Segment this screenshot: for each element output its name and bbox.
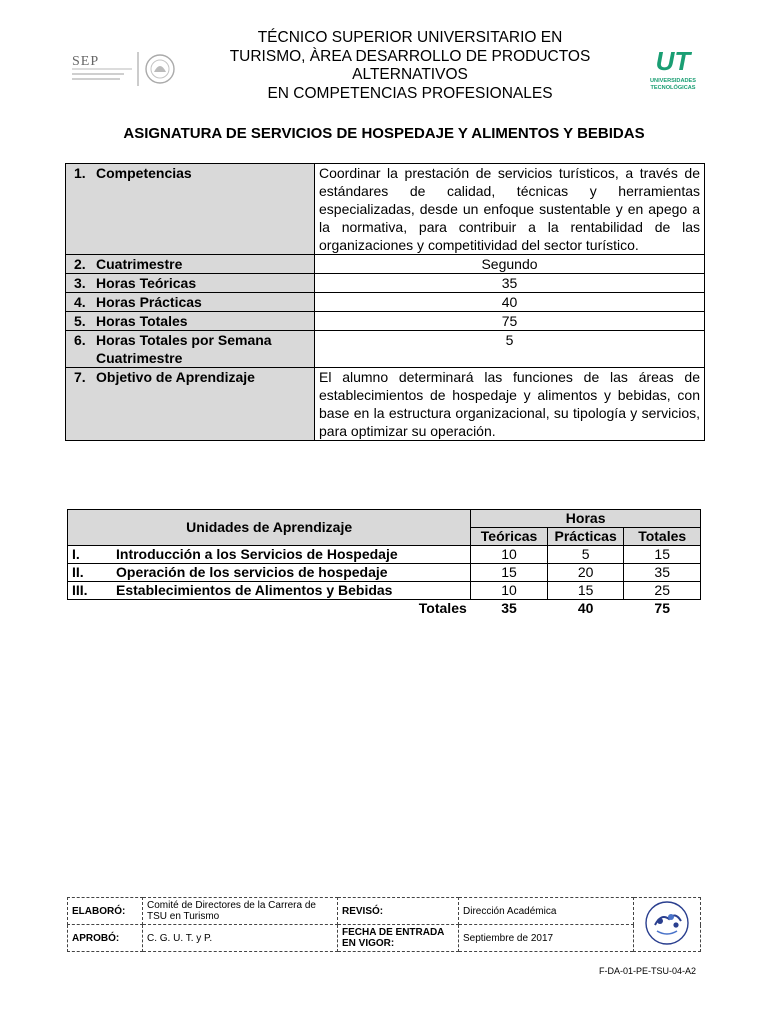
info-row-value: Segundo [315,255,705,274]
info-row-cuatrimestre [66,255,705,274]
info-row-number: 6. [74,332,86,348]
info-row-horas-semana [66,331,705,368]
unit-total-hours: 25 [624,582,701,600]
learning-units-table [67,509,701,617]
info-row-number: 5. [74,313,86,329]
info-row-number: 7. [74,369,86,385]
info-row-label: Objetivo de Aprendizaje [96,369,255,385]
seal-cell [634,898,701,952]
table-row [68,546,701,564]
practice-column-header: Prácticas [547,528,624,546]
info-row-value: 35 [315,274,705,293]
unit-name: Introducción a los Servicios de Hospedaje [116,546,398,562]
header-line-2: TURISMO, ÀREA DESARROLLO DE PRODUCTOS [229,47,591,65]
document-header [190,29,630,103]
info-row-label: Cuatrimestre [96,256,183,272]
table-row [68,564,701,582]
header-line-3: ALTERNATIVOS [352,66,468,83]
info-row-label: Horas Teóricas [96,275,197,291]
table-row [68,582,701,600]
info-row-value: Coordinar la prestación de servicios turísticos, a través de estándares de calidad, técnicas y herramientas especializadas, desde un enfoque sustentable y en apego a la normativa, para contribuir a la rentabilidad de las organizaciones y competitividad del sector turístico. [315,164,705,255]
elaboro-label: ELABORÓ: [68,898,143,925]
header-line-1: TÉCNICO SUPERIOR UNIVERSITARIO EN [257,29,563,46]
ut-logo-caption-2: TECNOLÓGICAS [650,85,696,91]
unit-total-hours: 15 [624,546,701,564]
info-row-number: 1. [74,165,86,181]
info-row-horas-teoricas [66,274,705,293]
unit-number: II. [72,564,84,580]
subject-info-table [65,163,705,441]
subject-title: ASIGNATURA DE SERVICIOS DE HOSPEDAJE Y ALIMENTOS Y BEBIDAS [123,125,645,142]
totals-practice: 40 [577,600,594,616]
unit-name: Establecimientos de Alimentos y Bebidas [116,582,393,598]
info-row-label: Horas Prácticas [96,294,202,310]
unit-theory-hours: 10 [471,546,548,564]
unit-number: I. [72,546,80,562]
info-row-value: 40 [315,293,705,312]
unit-number: III. [72,582,88,598]
info-row-value: El alumno determinará las funciones de las áreas de establecimientos de hospedaje y alimentos y bebidas, con base en la estructura organizacional, su tipología y servicios, para optimizar su operación. [315,368,705,441]
fecha-value: Septiembre de 2017 [459,925,634,952]
fecha-label: FECHA DE ENTRADA EN VIGOR: [338,925,459,952]
info-row-number: 3. [74,275,86,291]
ut-logo-caption-1: UNIVERSIDADES [649,78,697,84]
totals-theory: 35 [501,600,517,616]
info-row-horas-totales [66,312,705,331]
info-row-label: Horas Totales [96,313,188,329]
unit-practice-hours: 5 [547,546,624,564]
hours-header: Horas [471,510,701,528]
sep-logo-text: SEP [72,54,100,69]
unit-theory-hours: 15 [471,564,548,582]
elaboro-value: Comité de Directores de la Carrera de TSU en Turismo [143,898,338,925]
info-row-value: 75 [315,312,705,331]
theory-column-header: Teóricas [471,528,548,546]
unit-practice-hours: 20 [547,564,624,582]
info-row-value: 5 [315,331,705,368]
info-row-label: Horas Totales por Semana Cuatrimestre [96,332,272,366]
info-row-number: 4. [74,294,86,310]
info-row-objetivo [66,368,705,441]
ut-logo-text: UT [655,46,691,76]
reviso-label: REVISÓ: [338,898,459,925]
aprobo-label: APROBÓ: [68,925,143,952]
unit-total-hours: 35 [624,564,701,582]
cgut-seal-icon [643,899,691,947]
unit-name: Operación de los servicios de hospedaje [116,564,388,580]
info-row-label: Competencias [96,165,192,181]
totals-total: 75 [654,600,670,616]
unit-practice-hours: 15 [547,582,624,600]
header-line-4: EN COMPETENCIAS PROFESIONALES [267,84,553,102]
sep-logo [62,48,184,90]
document-code: F-DA-01-PE-TSU-04-A2 [598,966,696,976]
reviso-value: Dirección Académica [459,898,634,925]
info-row-horas-practicas [66,293,705,312]
units-header: Unidades de Aprendizaje [68,510,471,546]
aprobo-value: C. G. U. T. y P. [143,925,338,952]
unit-theory-hours: 10 [471,582,548,600]
total-column-header: Totales [624,528,701,546]
totals-label: Totales [418,600,467,616]
totals-row [68,600,701,618]
info-row-number: 2. [74,256,86,272]
info-row-competencias [66,164,705,255]
ut-logo [644,46,702,92]
signoff-table [67,897,701,952]
